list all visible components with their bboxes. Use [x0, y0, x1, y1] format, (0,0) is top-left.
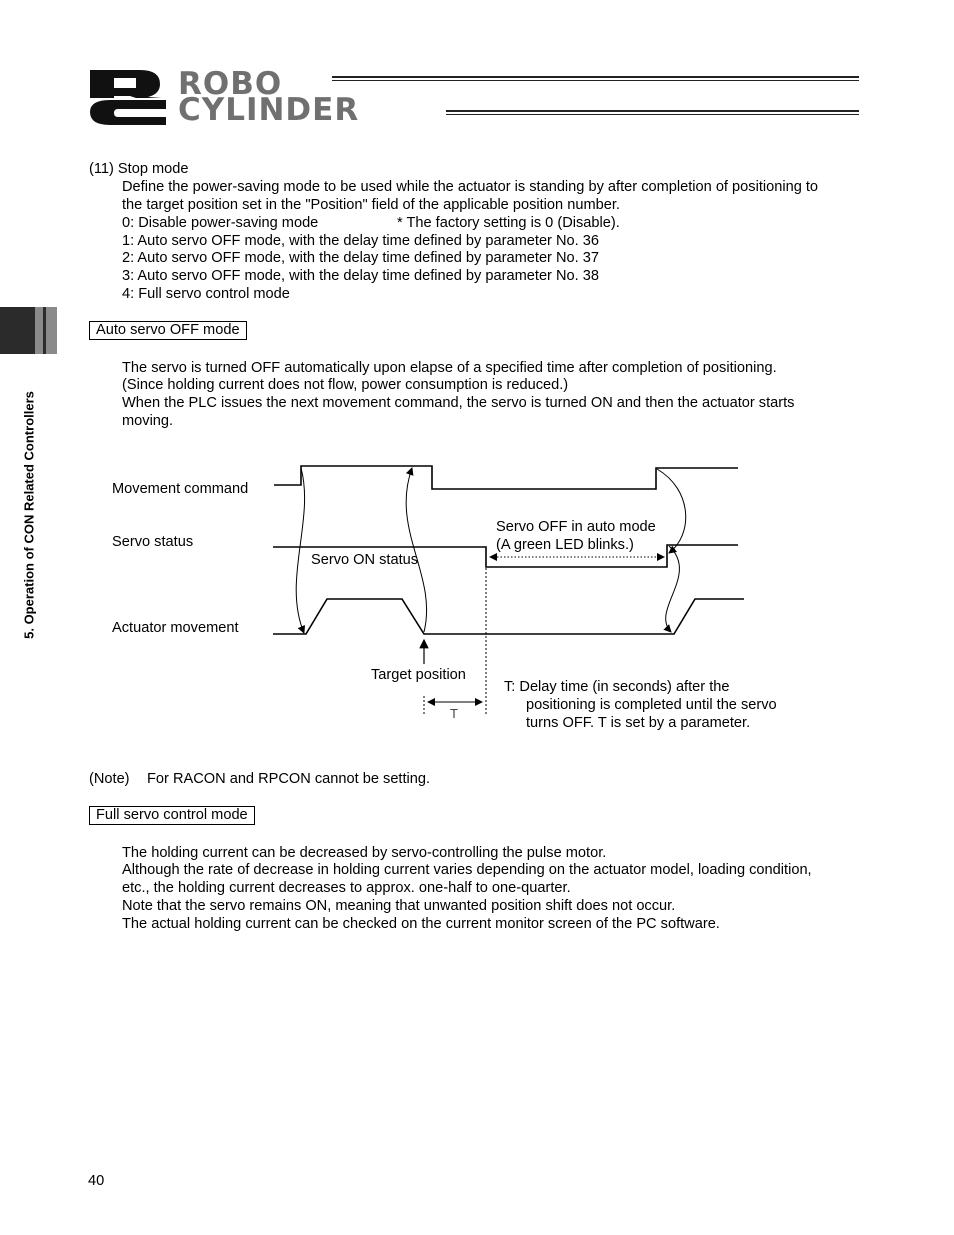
sidebar-chapter-label: 5. Operation of CON Related Controllers — [21, 391, 37, 639]
option-4: 4: Full servo control mode — [122, 286, 290, 302]
note-text: For RACON and RPCON cannot be setting. — [147, 771, 431, 787]
full-servo-paragraph-2: Although the rate of decrease in holding current varies depending on the actuator model, loading condition, — [122, 862, 812, 878]
full-servo-paragraph-5: The actual holding current can be checked on the current monitor screen of the PC software. — [122, 916, 720, 932]
label-servo-on-status: Servo ON status — [311, 552, 419, 568]
option-0-note: * The factory setting is 0 (Disable). — [397, 215, 620, 231]
signal-label-servo-status: Servo status — [112, 534, 194, 550]
auto-servo-off-paragraph-3: When the PLC issues the next movement command, the servo is turned ON and then the actuator starts — [122, 395, 795, 411]
arrow-target-to-command — [406, 468, 426, 632]
auto-servo-off-paragraph-1: The servo is turned OFF automatically upon elapse of a specified time after completion of positioning. — [122, 360, 777, 376]
option-2: 2: Auto servo OFF mode, with the delay time defined by parameter No. 37 — [122, 250, 599, 266]
arrow-command-to-servo-on — [657, 469, 686, 553]
label-target-position: Target position — [371, 667, 466, 683]
logo-text-robo: ROBO — [178, 66, 283, 102]
t-note-line-2: positioning is completed until the servo — [526, 697, 777, 713]
label-t-marker: T — [450, 706, 458, 721]
section-description-line-2: the target position set in the "Position" field of the applicable position number. — [122, 197, 620, 213]
full-servo-paragraph-1: The holding current can be decreased by servo-controlling the pulse motor. — [122, 845, 607, 861]
auto-servo-off-title-box: Auto servo OFF mode — [89, 321, 247, 340]
full-servo-paragraph-4: Note that the servo remains ON, meaning that unwanted position shift does not occur. — [122, 898, 676, 914]
section-description-line-1: Define the power-saving mode to be used while the actuator is standing by after completion of positioning to — [122, 179, 819, 195]
section-heading: (11) Stop mode — [89, 161, 189, 177]
t-note-line-3: turns OFF. T is set by a parameter. — [526, 715, 751, 731]
label-servo-off-auto-2: (A green LED blinks.) — [496, 537, 634, 553]
option-1: 1: Auto servo OFF mode, with the delay time defined by parameter No. 36 — [122, 233, 599, 249]
full-servo-title-box: Full servo control mode — [89, 806, 255, 825]
signal-label-movement-command: Movement command — [112, 481, 249, 497]
option-3: 3: Auto servo OFF mode, with the delay time defined by parameter No. 38 — [122, 268, 599, 284]
t-note-line-1: T: Delay time (in seconds) after the — [504, 679, 730, 695]
note-label: (Note) — [89, 771, 130, 787]
option-0: 0: Disable power-saving mode — [122, 215, 319, 231]
full-servo-paragraph-3: etc., the holding current decreases to approx. one-half to one-quarter. — [122, 880, 571, 896]
signal-label-actuator-movement: Actuator movement — [112, 620, 239, 636]
auto-servo-off-paragraph-4: moving. — [122, 413, 174, 429]
auto-servo-off-paragraph-2: (Since holding current does not flow, power consumption is reduced.) — [122, 377, 569, 393]
page-number: 40 — [88, 1173, 105, 1189]
arrow-command-to-move — [296, 468, 304, 633]
logo-text-cylinder: CYLINDER — [178, 92, 360, 128]
waveform-actuator-movement — [273, 599, 744, 634]
label-servo-off-auto-1: Servo OFF in auto mode — [496, 519, 656, 535]
